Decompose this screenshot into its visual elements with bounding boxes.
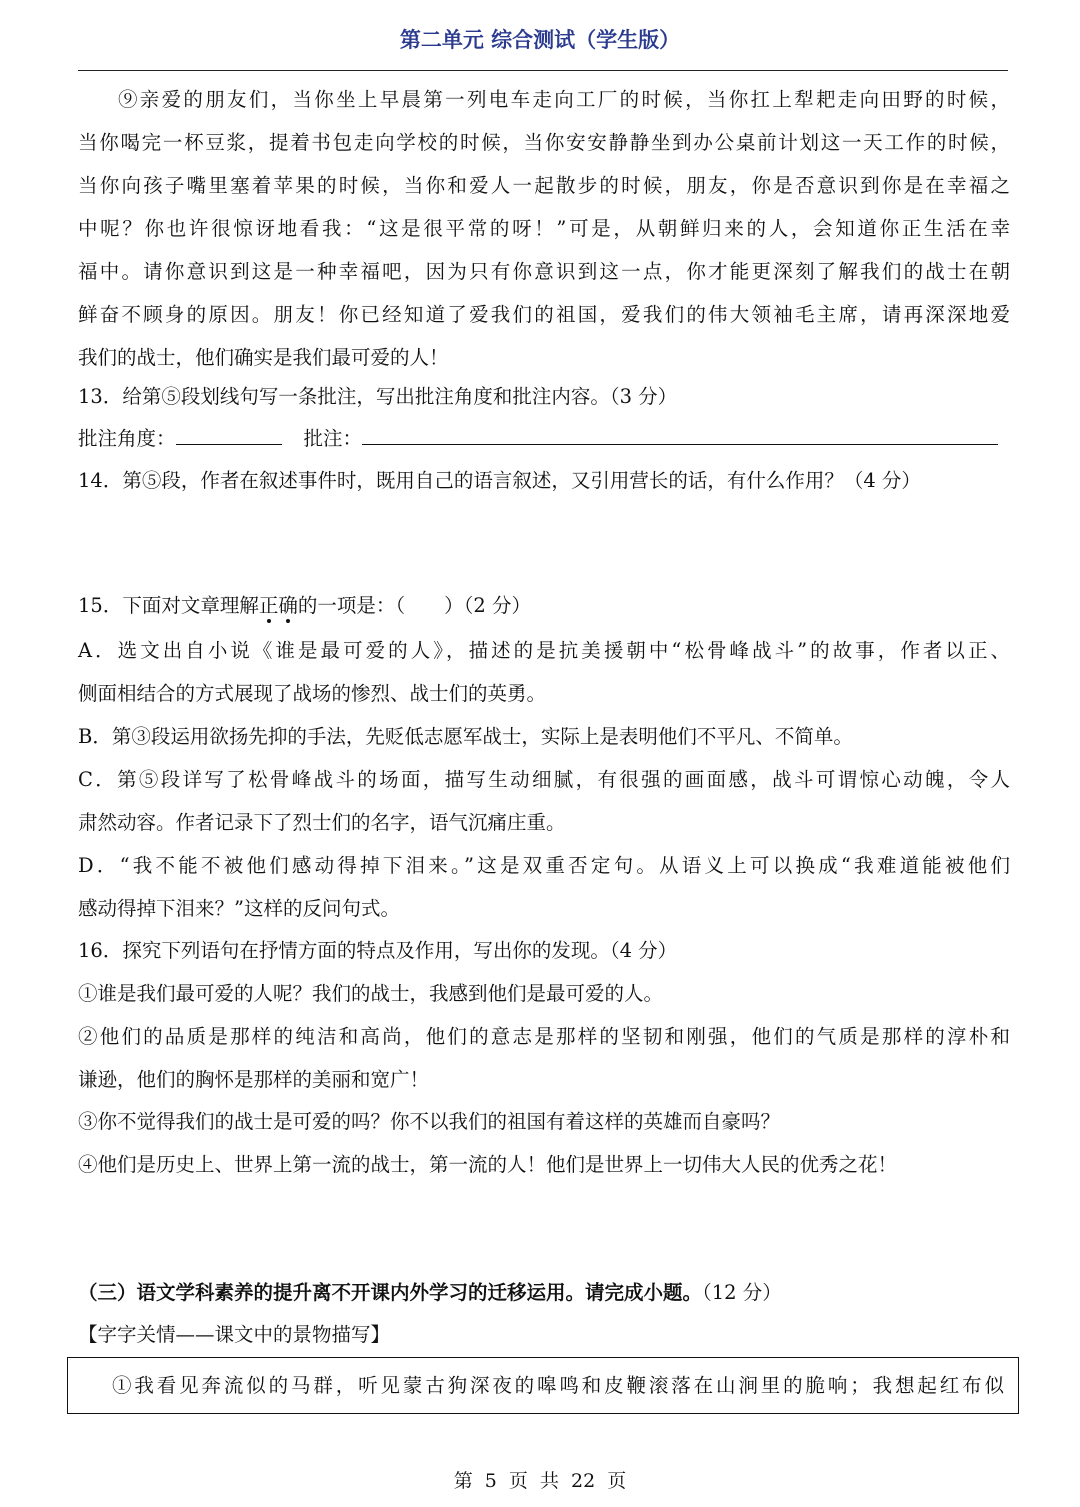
passage-line: 中呢？你也许很惊讶地看我：“这是很平常的呀！”可是，从朝鲜归来的人，会知道你正生活在幸: [78, 217, 1010, 240]
sentence-item: ②他们的品质是那样的纯洁和高尚，他们的意志是那样的坚韧和刚强，他们的气质是那样的淳朴和: [78, 1025, 1010, 1048]
question-14-stem: 14．第⑤段，作者在叙述事件时，既用自己的语言叙述，又引用营长的话，有什么作用？（4 分）: [78, 469, 921, 492]
question-15-prefix: 15．下面对文章理解: [78, 594, 259, 617]
question-16-stem: 16．探究下列语句在抒情方面的特点及作用，写出你的发现。（4 分）: [78, 939, 678, 962]
page-header-title: 第二单元 综合测试（学生版）: [399, 28, 681, 52]
passage-line: 鲜奋不顾身的原因。朋友！你已经知道了爱我们的祖国，爱我们的伟大领袖毛主席，请再深深地爱: [78, 303, 1010, 326]
option-line: 侧面相结合的方式展现了战场的惨烈、战士们的英勇。: [78, 682, 547, 705]
passage-line: ⑨亲爱的朋友们，当你坐上早晨第一列电车走向工厂的时候，当你扛上犁耙走向田野的时候，: [118, 88, 1010, 111]
excerpt-text: ①我看见奔流似的马群，听见蒙古狗深夜的嗥鸣和皮鞭滚落在山涧里的脆响；我想起红布似: [112, 1374, 1004, 1397]
option-line: B．第③段运用欲扬先抑的手法，先贬低志愿军战士，实际上是表明他们不平凡、不简单。: [78, 725, 853, 748]
emphasis-char: 正: [258, 594, 279, 617]
option-line: D．“我不能不被他们感动得掉下泪来。”这是双重否定句。从语义上可以换成“我难道能被他们: [78, 854, 1010, 877]
annotation-note-blank[interactable]: [362, 424, 998, 445]
question-13-answer-row: [78, 424, 1010, 453]
section-3-points: （12 分）: [702, 1281, 782, 1304]
header-divider: [78, 70, 1008, 71]
option-line: C．第⑤段详写了松骨峰战斗的场面，描写生动细腻，有很强的画面感，战斗可谓惊心动魄，令人: [78, 768, 1010, 791]
annotation-angle-blank[interactable]: [176, 424, 282, 445]
sentence-item: 谦逊，他们的胸怀是那样的美丽和宽广！: [78, 1068, 430, 1091]
question-15-suffix: 的一项是：（ ）（2 分）: [297, 594, 531, 617]
option-line: 肃然动容。作者记录下了烈士们的名字，语气沉痛庄重。: [78, 811, 566, 834]
question-15-stem: [78, 592, 1010, 620]
page-number: 第 5 页 共 22 页: [453, 1470, 627, 1492]
annotation-angle-label: 批注角度：: [78, 427, 176, 450]
option-line: A．选文出自小说《谁是最可爱的人》，描述的是抗美援朝中“松骨峰战斗”的故事，作者以正、: [78, 639, 1010, 662]
question-13-stem: 13．给第⑤段划线句写一条批注，写出批注角度和批注内容。（3 分）: [78, 385, 678, 408]
emphasis-char: 确: [278, 594, 298, 617]
annotation-note-label: 批注：: [303, 427, 363, 450]
sentence-item: ③你不觉得我们的战士是可爱的吗？你不以我们的祖国有着这样的英雄而自豪吗？: [78, 1110, 781, 1133]
section-3-title: （三）语文学科素养的提升离不开课内外学习的迁移运用。请完成小题。: [78, 1281, 703, 1304]
sentence-item: ①谁是我们最可爱的人呢？我们的战士，我感到他们是最可爱的人。: [78, 982, 664, 1005]
section-3-subtitle: 【字字关情——课文中的景物描写】: [78, 1323, 391, 1346]
sentence-item: ④他们是历史上、世界上第一流的战士，第一流的人！他们是世界上一切伟大人民的优秀之花！: [78, 1153, 898, 1176]
section-3-heading: [78, 1279, 1010, 1307]
passage-line: 福中。请你意识到这是一种幸福吧，因为只有你意识到这一点，你才能更深刻了解我们的战士在朝: [78, 260, 1010, 283]
passage-line: 当你向孩子嘴里塞着苹果的时候，当你和爱人一起散步的时候，朋友，你是否意识到你是在幸福之: [78, 174, 1010, 197]
passage-line: 当你喝完一杯豆浆，提着书包走向学校的时候，当你安安静静坐到办公桌前计划这一天工作的时候，: [78, 131, 1010, 154]
passage-line: 我们的战士，他们确实是我们最可爱的人！: [78, 346, 449, 369]
option-line: 感动得掉下泪来？”这样的反问句式。: [78, 897, 400, 920]
